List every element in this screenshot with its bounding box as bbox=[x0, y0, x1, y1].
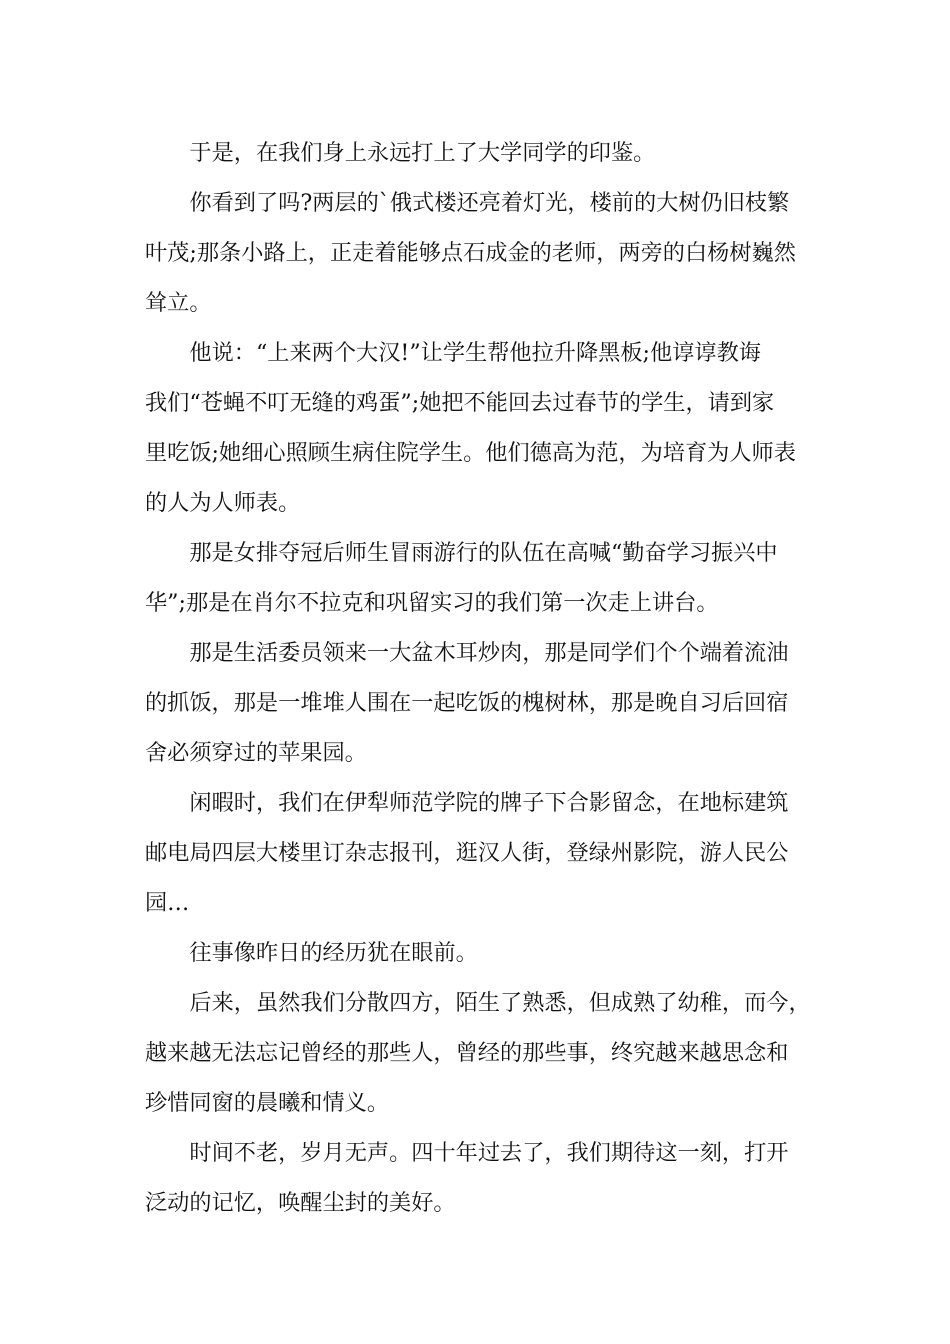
paragraph-line: 闲暇时，我们在伊犁师范学院的牌子下合影留念，在地标建筑 bbox=[189, 790, 789, 816]
paragraph-line: 那是生活委员领来一大盆木耳炒肉，那是同学们个个端着流油 bbox=[189, 640, 789, 666]
paragraph-line: 的人为人师表。 bbox=[145, 490, 301, 516]
paragraph-line: 的抓饭，那是一堆堆人围在一起吃饭的槐树林，那是晚自习后回宿 bbox=[145, 690, 789, 716]
paragraph-7 bbox=[145, 928, 815, 978]
paragraph-line: 于是，在我们身上永远打上了大学同学的印鉴。 bbox=[189, 140, 656, 166]
paragraph-line: 那是女排夺冠后师生冒雨游行的队伍在高喊“勤奋学习振兴中 bbox=[189, 540, 778, 566]
paragraph-line: 叶茂;那条小路上，正走着能够点石成金的老师，两旁的白杨树巍然 bbox=[145, 240, 796, 266]
paragraph-line: 往事像昨日的经历犹在眼前。 bbox=[189, 940, 478, 966]
paragraph-line: 泛动的记忆，唤醒尘封的美好。 bbox=[145, 1190, 456, 1216]
paragraph-2 bbox=[145, 178, 815, 328]
paragraph-line: 耸立。 bbox=[145, 290, 212, 316]
paragraph-line: 珍惜同窗的晨曦和情义。 bbox=[145, 1090, 390, 1116]
document-page bbox=[145, 128, 815, 1228]
paragraph-line: 你看到了吗?两层的`俄式楼还亮着灯光，楼前的大树仍旧枝繁 bbox=[189, 190, 790, 216]
paragraph-line: 里吃饭;她细心照顾生病住院学生。他们德高为范，为培育为人师表 bbox=[145, 440, 796, 466]
paragraph-8 bbox=[145, 978, 815, 1128]
paragraph-6 bbox=[145, 778, 815, 928]
paragraph-line: 舍必须穿过的苹果园。 bbox=[145, 740, 367, 766]
paragraph-line: 华”;那是在肖尔不拉克和巩留实习的我们第一次走上讲台。 bbox=[145, 590, 719, 616]
paragraph-line: 越来越无法忘记曾经的那些人，曾经的那些事，终究越来越思念和 bbox=[145, 1040, 789, 1066]
paragraph-1 bbox=[145, 128, 815, 178]
paragraph-4 bbox=[145, 528, 815, 628]
paragraph-line: 邮电局四层大楼里订杂志报刊，逛汉人街，登绿州影院，游人民公 bbox=[145, 840, 789, 866]
paragraph-3 bbox=[145, 328, 815, 528]
paragraph-line: 我们“苍蝇不叮无缝的鸡蛋”;她把不能回去过春节的学生，请到家 bbox=[145, 390, 775, 416]
paragraph-line: 时间不老，岁月无声。四十年过去了，我们期待这一刻，打开 bbox=[189, 1140, 789, 1166]
paragraph-line: 园… bbox=[145, 890, 190, 916]
paragraph-line: 后来，虽然我们分散四方，陌生了熟悉，但成熟了幼稚，而今， bbox=[189, 990, 811, 1016]
paragraph-line: 他说：“上来两个大汉!”让学生帮他拉升降黑板;他谆谆教诲 bbox=[189, 340, 761, 366]
paragraph-9 bbox=[145, 1128, 815, 1228]
paragraph-5 bbox=[145, 628, 815, 778]
